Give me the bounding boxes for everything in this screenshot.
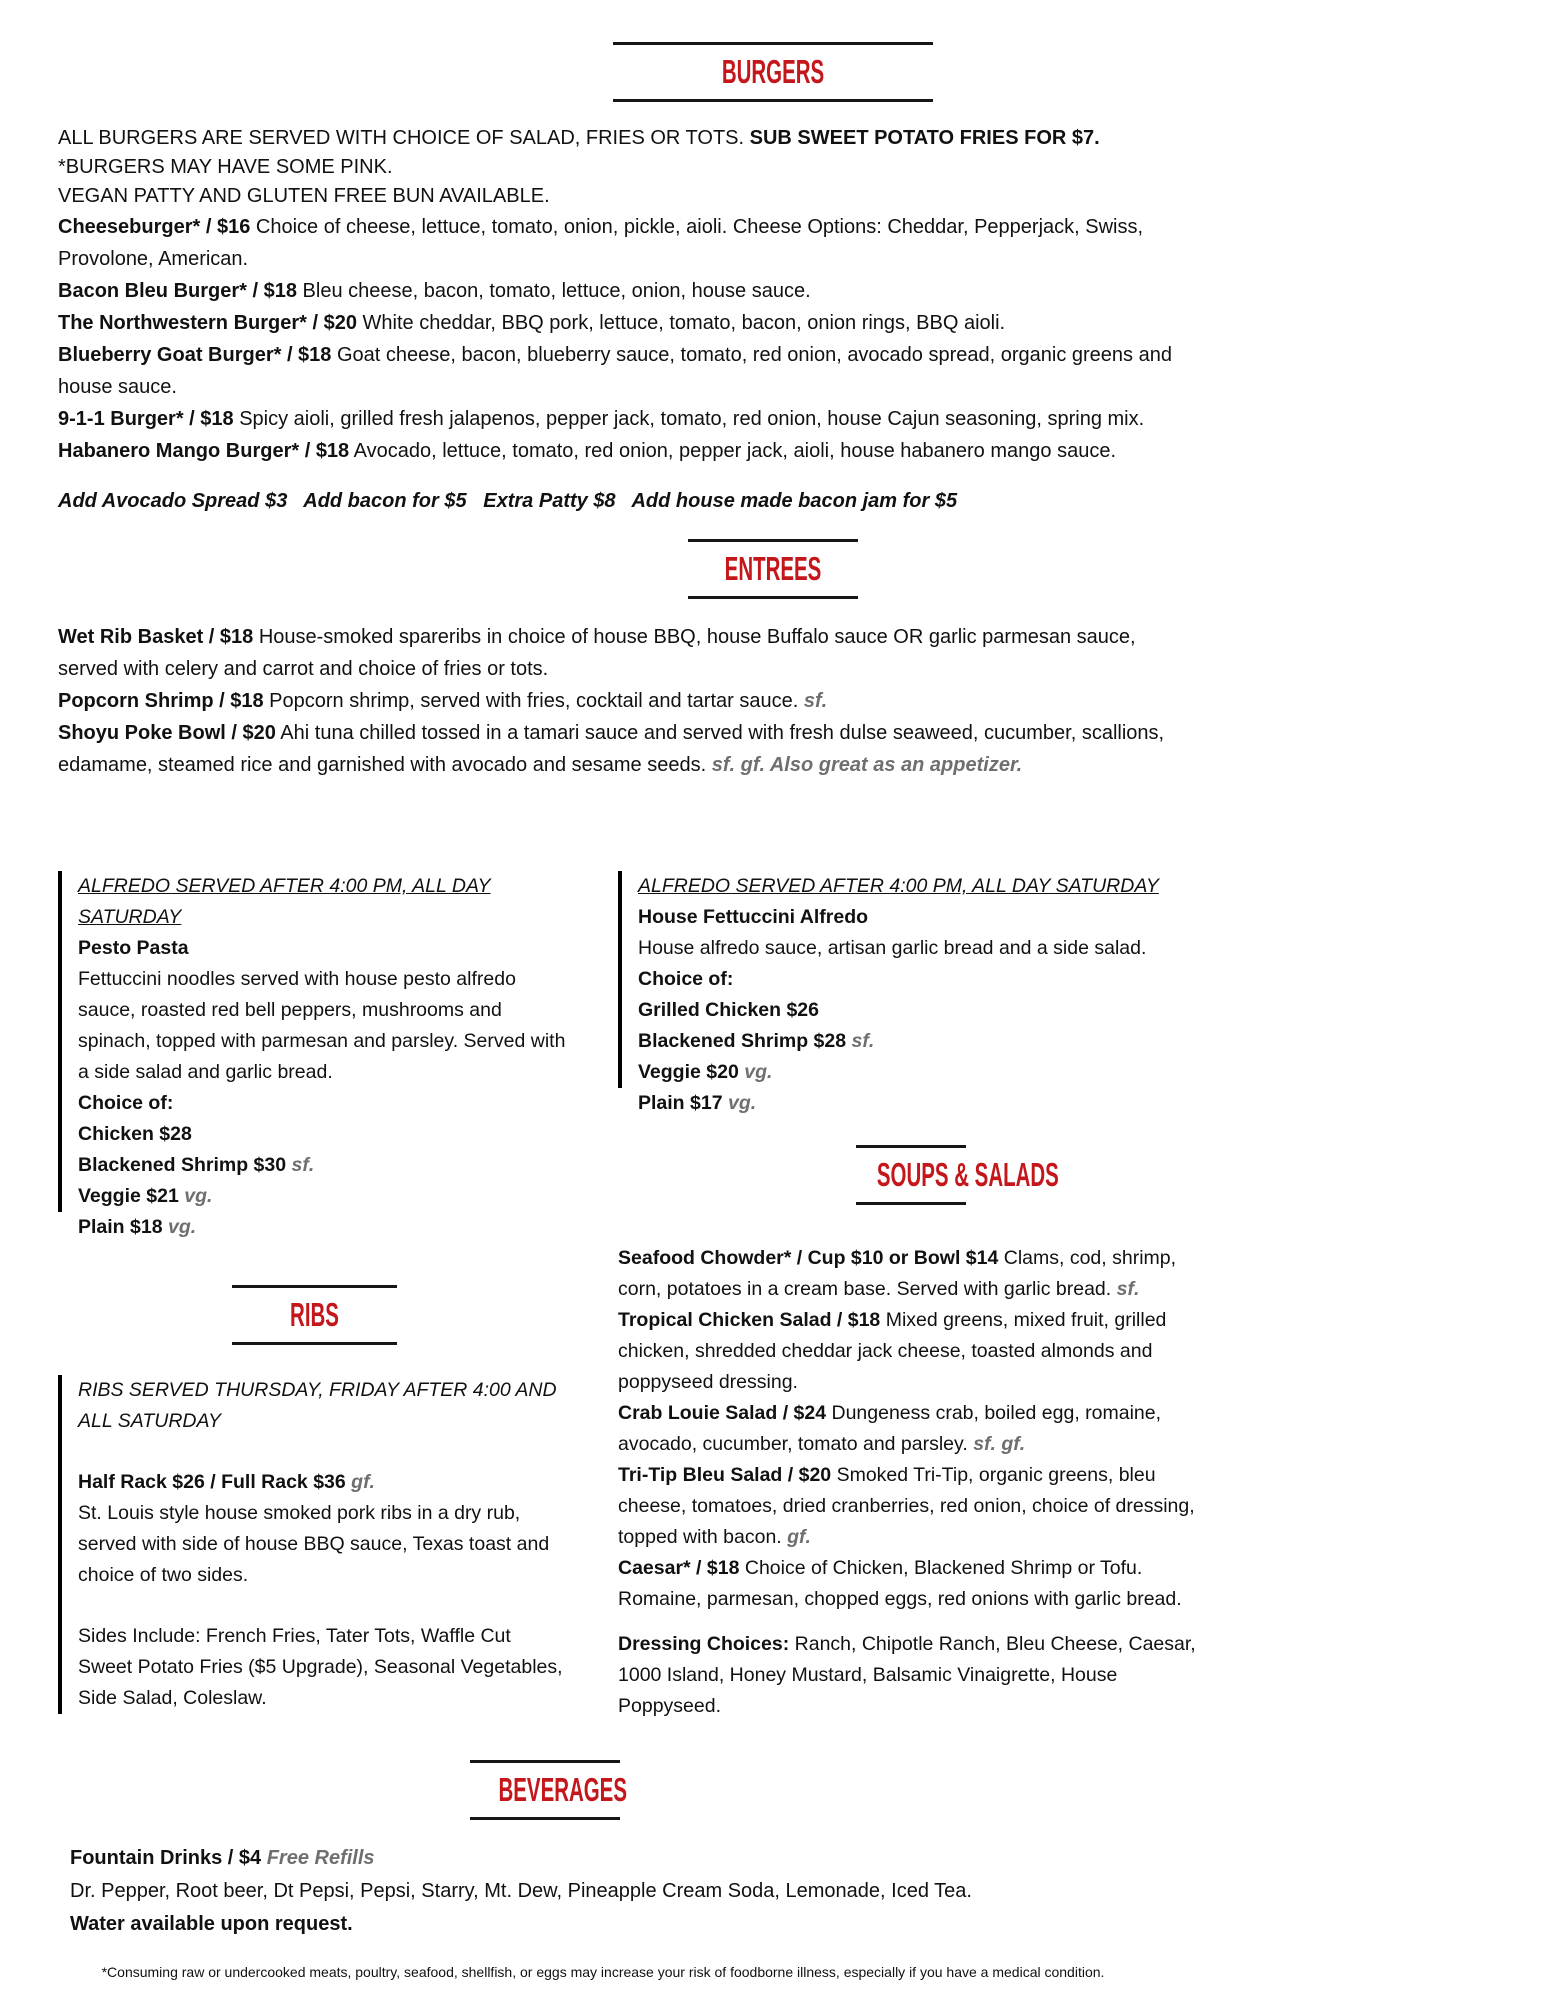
free-refills-tag: Free Refills	[266, 1847, 375, 1869]
menu-item-popcorn-shrimp	[58, 685, 1198, 717]
choice-label	[638, 964, 1203, 995]
diet-tag: sf.	[1116, 1278, 1140, 1300]
item-desc: Avocado, lettuce, tomato, red onion, pepper jack, aioli, house habanero mango sauce.	[353, 440, 1116, 462]
menu-item-crab-louie-salad	[618, 1398, 1203, 1460]
entrees-section	[58, 621, 1198, 781]
ribs-notice: RIBS SERVED THURSDAY, FRIDAY AFTER 4:00 AND ALL SATURDAY	[78, 1379, 557, 1432]
section-header-soups-salads	[856, 1145, 1059, 1205]
item-desc: Choice of Chicken, Blackened Shrimp or Tofu. Romaine, parmesan, chopped eggs, red onions with garlic bread.	[618, 1557, 1182, 1610]
choice-label-text: Choice of:	[78, 1092, 174, 1114]
item-name: Habanero Mango Burger* / $18	[58, 440, 350, 462]
option-name: Veggie $21	[78, 1185, 179, 1207]
item-desc: Goat cheese, bacon, blueberry sauce, tomato, red onion, avocado spread, organic greens and house sauce.	[58, 344, 1172, 398]
intro-bold: SUB SWEET POTATO FRIES FOR $7.	[749, 127, 1100, 149]
two-column-area	[58, 871, 1487, 1722]
header-rule-bottom	[688, 596, 858, 599]
choice-label-text: Choice of:	[638, 968, 734, 990]
diet-tag: sf.	[291, 1154, 315, 1176]
option-blackened-shrimp	[78, 1150, 570, 1181]
section-title-ribs: RIBS	[289, 1296, 339, 1333]
item-desc: House-smoked spareribs in choice of house BBQ, house Buffalo sauce OR garlic parmesan sauce, served with celery and carrot and choice of fries or tots.	[58, 626, 1136, 680]
burgers-intro-line1	[58, 124, 1198, 153]
menu-item-cheeseburger	[58, 211, 1198, 275]
burgers-intro-line3: VEGAN PATTY AND GLUTEN FREE BUN AVAILABLE.	[58, 185, 550, 207]
spacer	[78, 1437, 570, 1467]
choice-label	[78, 1088, 570, 1119]
menu-item-911	[58, 403, 1198, 435]
section-title-entrees: ENTREES	[724, 550, 821, 587]
beverages-section	[58, 1842, 1487, 1941]
option-veggie	[78, 1181, 570, 1212]
header-rule-bottom	[613, 99, 933, 102]
section-title-soups-salads: SOUPS & SALADS	[876, 1156, 1059, 1193]
menu-item-habanero-mango	[58, 435, 1198, 467]
item-desc: Choice of cheese, lettuce, tomato, onion, pickle, aioli. Cheese Options: Cheddar, Pepperjack, Swiss, Provolone, American.	[58, 216, 1144, 270]
item-name: Bacon Bleu Burger* / $18	[58, 280, 297, 302]
item-name: Popcorn Shrimp / $18	[58, 690, 264, 712]
menu-item-fountain-drinks	[70, 1842, 1487, 1875]
ribs-rack-line	[78, 1467, 570, 1498]
diet-tag: vg.	[744, 1061, 773, 1083]
section-header-beverages	[470, 1760, 627, 1820]
menu-item-shoyu-poke-bowl	[58, 717, 1198, 781]
pesto-pasta-block	[58, 871, 570, 1212]
water-note-text: Water available upon request.	[70, 1913, 353, 1935]
soups-salads-block	[618, 1243, 1203, 1722]
item-desc: Mixed greens, mixed fruit, grilled chicken, shredded cheddar jack cheese, toasted almonds and poppyseed dressing.	[618, 1309, 1167, 1393]
item-desc: Dungeness crab, boiled egg, romaine, avocado, cucumber, tomato and parsley.	[618, 1402, 1162, 1455]
header-rule-bottom	[232, 1342, 397, 1345]
diet-tag: sf. gf.	[973, 1433, 1026, 1455]
dressing-label: Dressing Choices:	[618, 1633, 790, 1655]
diet-tag: sf.	[803, 690, 828, 712]
ribs-block	[58, 1375, 570, 1714]
header-rule-bottom	[470, 1817, 620, 1820]
diet-tag: vg.	[167, 1216, 197, 1238]
item-name-house-fettuccini	[638, 902, 1203, 933]
option-veggie	[638, 1057, 1203, 1088]
item-name: Pesto Pasta	[78, 937, 189, 959]
menu-item-blueberry-goat	[58, 339, 1198, 403]
item-name: Seafood Chowder* / Cup $10 or Bowl $14	[618, 1247, 999, 1269]
option-name: Blackened Shrimp $28	[638, 1030, 847, 1052]
burgers-intro-line2: *BURGERS MAY HAVE SOME PINK.	[58, 156, 393, 178]
burgers-section	[58, 124, 1198, 517]
item-name: Shoyu Poke Bowl / $20	[58, 722, 276, 744]
menu-item-seafood-chowder	[618, 1243, 1203, 1305]
menu-item-northwestern	[58, 307, 1198, 339]
option-name: Plain $17	[638, 1092, 723, 1114]
item-name: Tri-Tip Bleu Salad / $20	[618, 1464, 832, 1486]
right-column	[618, 871, 1203, 1722]
item-name-pesto-pasta	[78, 933, 570, 964]
item-desc: Bleu cheese, bacon, tomato, lettuce, onion, house sauce.	[302, 280, 811, 302]
menu-item-caesar	[618, 1553, 1203, 1615]
item-name: Blueberry Goat Burger* / $18	[58, 344, 332, 366]
menu-item-tropical-chicken-salad	[618, 1305, 1203, 1398]
option-name: Chicken $28	[78, 1123, 192, 1145]
section-title-burgers: BURGERS	[721, 53, 824, 90]
item-name: Crab Louie Salad / $24	[618, 1402, 827, 1424]
section-header-entrees	[688, 539, 858, 599]
option-name: Plain $18	[78, 1216, 163, 1238]
item-name: Caesar* / $18	[618, 1557, 740, 1579]
diet-tag: vg.	[184, 1185, 213, 1207]
section-header-burgers	[613, 42, 933, 102]
item-name: Tropical Chicken Salad / $18	[618, 1309, 881, 1331]
item-desc: Ahi tuna chilled tossed in a tamari sauce and served with fresh dulse seaweed, cucumber, scallions, edamame, steamed rice and garnished with avocado and sesame seeds.	[58, 722, 1165, 776]
option-chicken	[78, 1119, 570, 1150]
beverages-drink-list: Dr. Pepper, Root beer, Dt Pepsi, Pepsi, Starry, Mt. Dew, Pineapple Cream Soda, Lemonade, Iced Tea.	[70, 1880, 972, 1902]
item-name: Fountain Drinks / $4	[70, 1847, 262, 1869]
left-column	[58, 871, 570, 1722]
item-desc: Popcorn shrimp, served with fries, cocktail and tartar sauce.	[269, 690, 799, 712]
diet-tag: gf.	[787, 1526, 811, 1548]
item-name: Wet Rib Basket / $18	[58, 626, 254, 648]
diet-tag: gf.	[351, 1471, 375, 1493]
item-name: 9-1-1 Burger* / $18	[58, 408, 234, 430]
item-desc: Smoked Tri-Tip, organic greens, bleu cheese, tomatoes, dried cranberries, red onion, choice of dressing, topped with bacon.	[618, 1464, 1195, 1548]
spacer	[78, 1591, 570, 1621]
item-desc-pesto-pasta: Fettuccini noodles served with house pesto alfredo sauce, roasted red bell peppers, mushrooms and spinach, topped with parmesan and parsley. Served with a side salad and garlic bread.	[78, 968, 566, 1083]
option-name: Veggie $20	[638, 1061, 739, 1083]
item-name: House Fettuccini Alfredo	[638, 906, 869, 928]
option-blackened-shrimp	[638, 1026, 1203, 1057]
intro-normal: ALL BURGERS ARE SERVED WITH CHOICE OF SALAD, FRIES OR TOTS.	[58, 127, 745, 149]
burgers-addons-line: Add Avocado Spread $3 Add bacon for $5 Extra Patty $8 Add house made bacon jam for $5	[58, 490, 958, 512]
item-desc: White cheddar, BBQ pork, lettuce, tomato, bacon, onion rings, BBQ aioli.	[362, 312, 1006, 334]
ribs-sides: Sides Include: French Fries, Tater Tots, Waffle Cut Sweet Potato Fries ($5 Upgrade), Seasonal Vegetables, Side Salad, Coleslaw.	[78, 1625, 563, 1709]
option-grilled-chicken	[638, 995, 1203, 1026]
item-name: The Northwestern Burger* / $20	[58, 312, 357, 334]
dressing-choices	[618, 1629, 1203, 1722]
option-name: Blackened Shrimp $30	[78, 1154, 287, 1176]
option-plain	[58, 1212, 570, 1243]
option-name: Grilled Chicken $26	[638, 999, 819, 1021]
item-name: Cheeseburger* / $16	[58, 216, 251, 238]
diet-tag: vg.	[727, 1092, 757, 1114]
item-desc-house-fettuccini: House alfredo sauce, artisan garlic bread and a side salad.	[638, 937, 1147, 959]
section-title-beverages: BEVERAGES	[498, 1771, 627, 1808]
option-plain	[618, 1088, 1203, 1119]
beverages-water-note	[70, 1908, 1487, 1941]
fettuccini-alfredo-block	[618, 871, 1203, 1088]
footer-disclaimer: *Consuming raw or undercooked meats, poultry, seafood, shellfish, or eggs may increase your risk of foodborne illness, especially if you have a medical condition.	[101, 1964, 1105, 1980]
section-header-ribs	[232, 1285, 397, 1345]
diet-tag: sf.	[851, 1030, 875, 1052]
menu-item-bacon-bleu	[58, 275, 1198, 307]
ribs-desc: St. Louis style house smoked pork ribs in a dry rub, served with side of house BBQ sauce, Texas toast and choice of two sides.	[78, 1502, 550, 1586]
diet-tag: sf. gf. Also great as an appetizer.	[711, 754, 1023, 776]
menu-item-wet-rib-basket	[58, 621, 1198, 685]
dressing-list: Ranch, Chipotle Ranch, Bleu Cheese, Caesar, 1000 Island, Honey Mustard, Balsamic Vinaigrette, House Poppyseed.	[618, 1633, 1196, 1717]
item-desc: Clams, cod, shrimp, corn, potatoes in a cream base. Served with garlic bread.	[618, 1247, 1177, 1300]
alfredo-notice: ALFREDO SERVED AFTER 4:00 PM, ALL DAY SATURDAY	[78, 875, 491, 928]
header-rule-bottom	[856, 1202, 966, 1205]
alfredo-notice: ALFREDO SERVED AFTER 4:00 PM, ALL DAY SATURDAY	[638, 875, 1159, 897]
menu-item-tri-tip-bleu-salad	[618, 1460, 1203, 1553]
item-desc: Spicy aioli, grilled fresh jalapenos, pepper jack, tomato, red onion, house Cajun seasoning, spring mix.	[239, 408, 1145, 430]
item-name: Half Rack $26 / Full Rack $36	[78, 1471, 346, 1493]
